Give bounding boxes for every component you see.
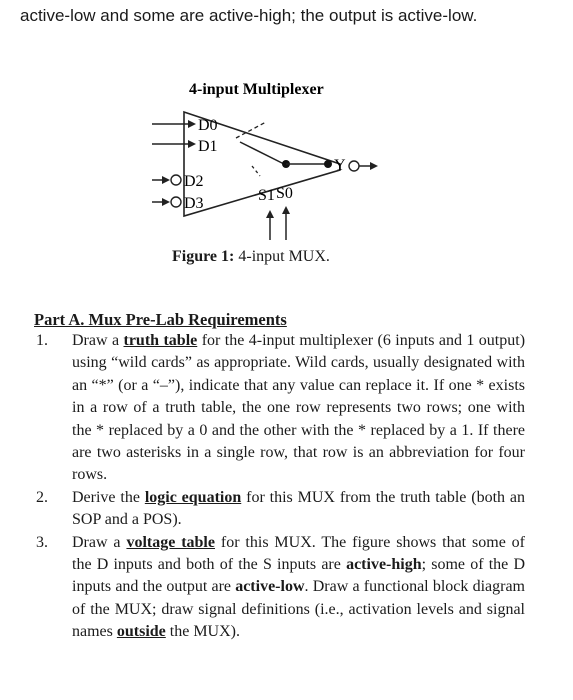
list-item	[20, 532, 525, 644]
requirements-list	[20, 330, 525, 644]
truth-table-term: truth table	[123, 332, 198, 349]
voltage-table-term: voltage table	[126, 533, 215, 551]
d2-bubble	[171, 175, 181, 185]
outside-term: outside	[116, 623, 166, 641]
active-low-term: active-low	[235, 578, 305, 596]
caption-label: Figure 1:	[172, 248, 235, 265]
item-text: ; some of the D inputs and the output are	[72, 556, 526, 596]
figure-caption	[172, 248, 330, 266]
select-label-s1: S1	[258, 187, 275, 204]
output-arrow	[370, 162, 378, 170]
output-label: Y	[334, 157, 346, 174]
input-label-d3: D3	[184, 195, 204, 212]
logic-equation-term: logic equation	[144, 488, 242, 506]
continued-paragraph: active-low and some are active-high; the output is active-low.	[20, 6, 478, 25]
switch-arm	[240, 142, 284, 164]
item-text: . Draw a functional block diagram of the MUX; draw signal definitions (i.e., activation levels and signal names	[72, 578, 526, 641]
item-text: for this MUX. The figure shows that some of the D inputs and both of the S inputs are	[72, 533, 526, 574]
mux-figure	[140, 72, 440, 247]
select-label-s0: S0	[276, 185, 293, 202]
input-label-d0: D0	[198, 117, 218, 134]
item-text: Derive the	[72, 488, 145, 506]
output-bubble	[349, 161, 359, 171]
input-label-d2: D2	[184, 173, 204, 190]
output-node	[324, 160, 332, 168]
figure-title: 4-input Multiplexer	[189, 81, 324, 98]
select-arrows	[266, 206, 290, 240]
list-item	[20, 330, 525, 487]
item-text: Draw a	[72, 533, 127, 551]
input-arrows	[152, 120, 196, 206]
input-label-d1: D1	[198, 138, 218, 155]
part-a-heading: Part A. Mux Pre-Lab Requirements	[34, 310, 287, 329]
item-number: 1.	[36, 332, 48, 349]
item-text: the MUX).	[165, 623, 240, 641]
caption-text: 4-input MUX.	[238, 248, 330, 265]
item-text: Draw a	[72, 332, 124, 349]
item-text: for this MUX from the truth table (both an SOP and a POS).	[72, 488, 525, 529]
switch-dash-lower	[252, 166, 260, 176]
item-number: 2.	[36, 488, 48, 506]
item-text: for the 4-input multiplexer (6 inputs and 1 output) using “wild cards” as appropriate. Wild cards, usually designated with an “*” (or a “–”), indicate that any value can replace it. If one * exists in a row of a truth table, the one row represents two rows; one with the * replaced by a 0 and the other with the * replaced by a 1. If there are two asterisks in a single row, that row is an abbreviation for four rows.	[72, 332, 526, 484]
d3-bubble	[171, 197, 181, 207]
active-high-term: active-high	[346, 556, 422, 574]
list-item	[20, 487, 525, 532]
item-number: 3.	[36, 533, 48, 551]
